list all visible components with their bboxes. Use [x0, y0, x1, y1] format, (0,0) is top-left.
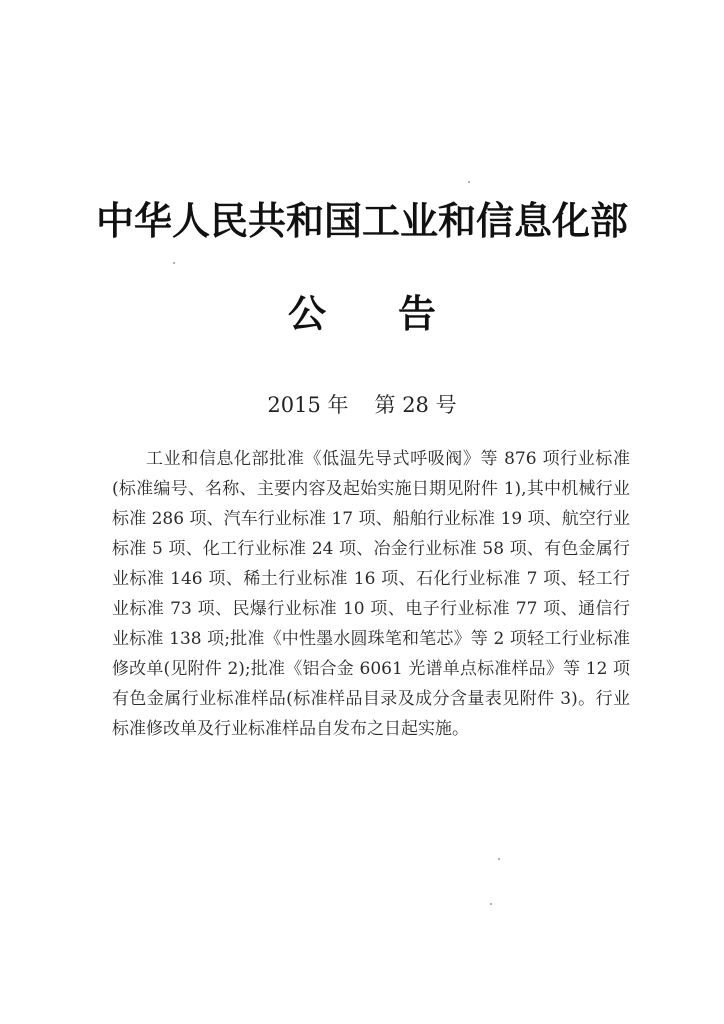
- issue-number-line: [0, 390, 724, 420]
- scan-speck: [468, 181, 470, 183]
- scan-speck: [498, 858, 500, 860]
- issue-number: 第 28 号: [374, 393, 457, 417]
- scan-speck: [490, 903, 492, 905]
- notice-title: [0, 290, 724, 338]
- issue-year: 2015 年: [267, 393, 349, 417]
- notice-title-char-2: 告: [398, 291, 437, 336]
- notice-title-char-1: 公: [287, 291, 326, 336]
- scan-speck: [173, 262, 175, 264]
- body-paragraph: 工业和信息化部批准《低温先导式呼吸阀》等 876 项行业标准(标准编号、名称、主要内容及起始实施日期见附件 1),其中机械行业标准 286 项、汽车行业标准 17 项、船舶行业标准 19 项、航空行业标准 5 项、化工行业标准 24 项、冶金行业标准 58 项、有色金属行业标准 146 项、稀土行业标准 16 项、石化行业标准 7 项、轻工行业标准 73 项、民爆行业标准 10 项、电子行业标准 77 项、通信行业标准 138 项;批准《中性墨水圆珠笔和笔芯》等 2 项轻工行业标准修改单(见附件 2);批准《铝合金 6061 光谱单点标准样品》等 12 项有色金属行业标准样品(标准样品目录及成分含量表见附件 3)。行业标准修改单及行业标准样品自发布之日起实施。: [112, 449, 630, 739]
- ministry-title: 中华人民共和国工业和信息化部: [95, 198, 628, 243]
